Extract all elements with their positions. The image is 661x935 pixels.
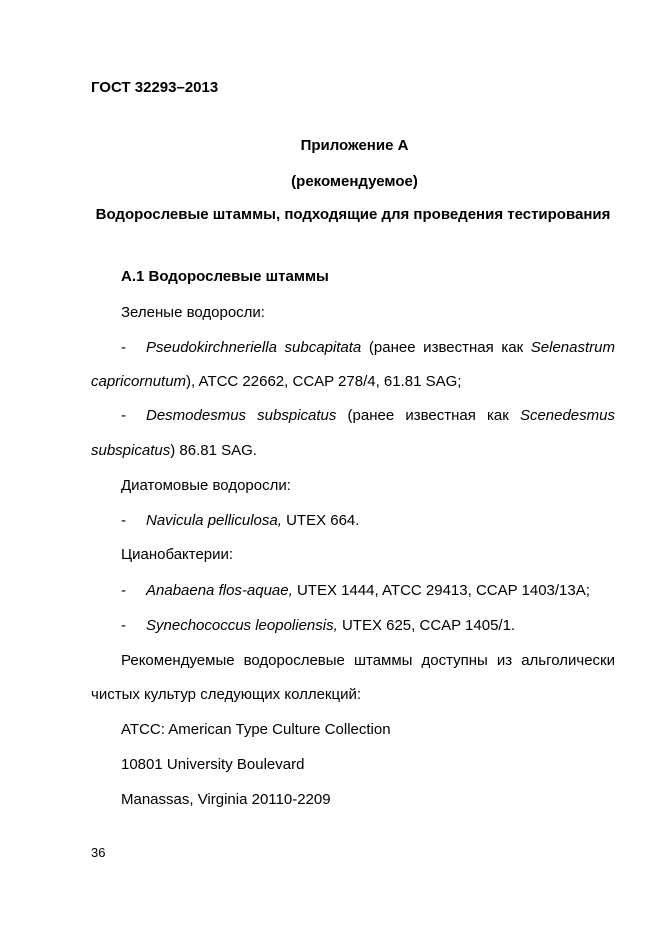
species-name: Desmodesmus subspicatus	[146, 407, 337, 424]
appendix-title: Приложение А	[300, 137, 409, 154]
former-name-cont: capricornutum	[91, 373, 187, 390]
list-item-continuation	[91, 442, 257, 460]
standard-number: ГОСТ 32293–2013	[91, 79, 219, 96]
section-heading: А.1 Водорослевые штаммы	[121, 268, 329, 285]
appendix-status: (рекомендуемое)	[291, 173, 418, 190]
list-item	[146, 582, 590, 600]
species-name: Navicula pelliculosa,	[146, 512, 282, 529]
list-text: UTEX 1444, ATCC 29413, CCAP 1403/13A;	[292, 582, 590, 599]
list-item	[146, 512, 359, 530]
page-number: 36	[91, 845, 106, 860]
collection-city: Manassas, Virginia 20110-2209	[121, 791, 331, 808]
list-item	[146, 407, 615, 425]
former-name-cont: subspicatus	[91, 442, 171, 459]
species-name: Pseudokirchneriella subcapitata	[146, 339, 362, 356]
list-dash: -	[121, 512, 126, 529]
collection-street: 10801 University Boulevard	[121, 756, 305, 773]
green-algae-label: Зеленые водоросли:	[121, 304, 265, 321]
list-text: ) 86.81 SAG.	[170, 442, 257, 459]
list-dash: -	[121, 582, 126, 599]
list-text: (ранее известная как	[361, 339, 531, 356]
former-name: Selenastrum	[530, 339, 615, 356]
list-dash: -	[121, 339, 126, 356]
cyanobacteria-label: Цианобактерии:	[121, 546, 234, 563]
list-item	[146, 339, 615, 357]
species-name: Anabaena flos-aquae,	[146, 582, 293, 599]
species-name: Synechococcus leopoliensis,	[146, 617, 338, 634]
list-text: UTEX 664.	[281, 512, 360, 529]
list-item-continuation	[91, 373, 461, 391]
list-text: ), ATCC 22662, CCAP 278/4, 61.81 SAG;	[186, 373, 462, 390]
list-text: UTEX 625, CCAP 1405/1.	[337, 617, 516, 634]
former-name: Scenedesmus	[519, 407, 615, 424]
recommendation-line-2: чистых культур следующих коллекций:	[91, 686, 362, 703]
list-dash: -	[121, 407, 126, 424]
collection-name: ATCC: American Type Culture Collection	[121, 721, 391, 738]
list-dash: -	[121, 617, 126, 634]
appendix-heading: Водорослевые штаммы, подходящие для проведения тестирования	[95, 206, 611, 223]
diatoms-label: Диатомовые водоросли:	[121, 477, 291, 494]
recommendation-line-1: Рекомендуемые водорослевые штаммы доступны из альголически	[121, 652, 615, 669]
list-text: (ранее известная как	[336, 407, 520, 424]
list-item	[146, 617, 515, 635]
